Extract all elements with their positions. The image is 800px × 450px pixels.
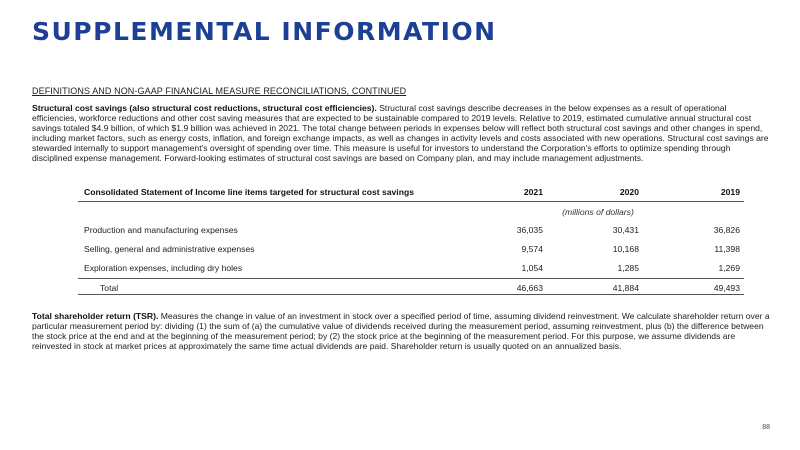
table-row <box>78 221 744 239</box>
cell-value: 36,826 <box>713 225 740 235</box>
year-header: 2019 <box>720 187 740 197</box>
table-header <box>78 186 744 202</box>
year-header: 2021 <box>523 187 543 197</box>
cell-value: 46,663 <box>516 283 543 293</box>
row-label: Production and manufacturing expenses <box>84 225 238 235</box>
structural-cost-body: Structural cost savings describe decreases in the below expenses as a result of operational efficiencies, workforce reductions and other cost saving measures that are expected to be sustainable compared to 2019 levels. Relative to 2019, estimated cumulative annual structural cost savings totaled $4.9 billion, of which $1.9 billion was achieved in 2021. The total change between periods in expenses below will reflect both structural cost savings and other changes in spend, including market factors, such as energy costs, inflation, and foreign exchange impacts, as well as changes in activity levels and costs associated with new operations. Structural cost savings are stewarded internally to support management's oversight of spending over time. This measure is useful for investors to understand the Corporation's efforts to optimize spending through disciplined expense management. Forward-looking estimates of structural cost savings are based on Company plan, and may include management adjustments. <box>32 103 769 164</box>
table-total-row <box>78 278 744 295</box>
structural-cost-paragraph <box>32 103 772 164</box>
row-label: Total <box>100 283 119 293</box>
row-label: Exploration expenses, including dry holes <box>84 263 243 273</box>
cell-value: 1,285 <box>617 263 639 273</box>
table-header-label: Consolidated Statement of Income line items targeted for structural cost savings <box>84 187 414 197</box>
cell-value: 49,493 <box>713 283 740 293</box>
cell-value: 30,431 <box>612 225 639 235</box>
row-label: Selling, general and administrative expenses <box>84 244 255 254</box>
tsr-term: Total shareholder return (TSR). <box>32 311 159 321</box>
cell-value: 1,054 <box>521 263 543 273</box>
cell-value: 11,398 <box>714 244 740 254</box>
cell-value: 1,269 <box>718 263 740 273</box>
cell-value: 36,035 <box>516 225 543 235</box>
table-row <box>78 240 744 258</box>
table-row <box>78 259 744 277</box>
tsr-paragraph <box>32 311 772 351</box>
year-header: 2020 <box>619 187 639 197</box>
cell-value: 41,884 <box>612 283 639 293</box>
cell-value: 9,574 <box>521 244 543 254</box>
units-label: (millions of dollars) <box>562 207 634 217</box>
structural-cost-term: Structural cost savings (also structural cost reductions, structural cost efficiencies). <box>32 103 377 113</box>
section-header: DEFINITIONS AND NON-GAAP FINANCIAL MEASURE RECONCILIATIONS, CONTINUED <box>32 86 407 96</box>
page-title: SUPPLEMENTAL INFORMATION <box>32 17 497 46</box>
page-number: 88 <box>762 424 770 431</box>
cell-value: 10,168 <box>612 244 639 254</box>
tsr-body: Measures the change in value of an investment in stock over a specified period of time, assuming dividend reinvestment. We calculate shareholder return over a particular measurement period by: dividing (1) the sum of (a) the cumulative value of dividends received during the measurement period, assuming reinvestment, plus (b) the difference between the stock price at the end and at the beginning of the measurement period; by (2) the stock price at the beginning of the measurement period. For this purpose, we assume dividends are reinvested in stock at market prices at approximately the same time actual dividends are paid. Shareholder return is usually quoted on an annualized basis. <box>32 311 770 352</box>
